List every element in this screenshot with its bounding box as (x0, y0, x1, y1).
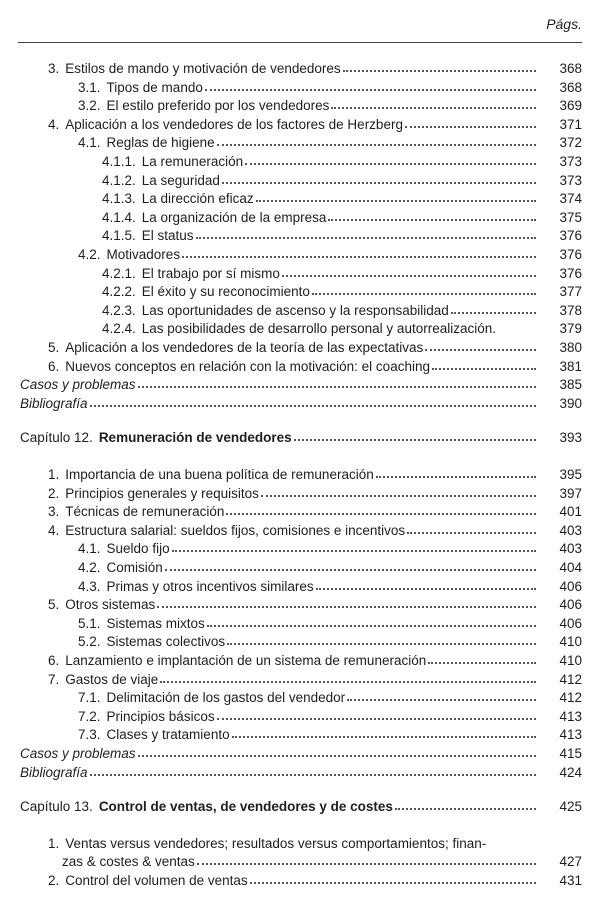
toc-page-number: 410 (559, 634, 582, 650)
toc-entry-number: 4.2.1. (102, 265, 136, 281)
toc-entry (0, 354, 600, 374)
leader-dots (222, 182, 536, 184)
toc-entry (0, 168, 600, 188)
toc-entry-number: 4.2. (78, 247, 101, 262)
toc-page-number: 413 (559, 708, 582, 724)
toc-entry-title: Casos y problemas (20, 377, 136, 393)
toc-entry-title: Sistemas colectivos (106, 634, 226, 650)
toc-entry-number: Capítulo 13. (20, 799, 93, 815)
toc-entry-title: Clases y tratamiento (106, 727, 230, 743)
toc-entry (0, 316, 600, 336)
toc-page-number: 380 (559, 340, 582, 355)
toc-entry (0, 722, 600, 742)
toc-page-number: 371 (559, 116, 582, 132)
toc-entry-title: Remuneración de vendedores (98, 430, 292, 446)
toc-entry-number: 4. (48, 116, 60, 132)
toc-page-number: 376 (559, 265, 582, 281)
toc-entry-number: 1. (48, 835, 60, 851)
toc-page-number: 373 (559, 154, 582, 169)
leader-dots (245, 163, 536, 165)
toc-entry-number: 4.3. (78, 578, 101, 594)
toc-page-number: 406 (559, 578, 582, 594)
leader-dots (328, 219, 536, 221)
toc-entry-title: Nuevos conceptos en relación con la motivación: el coaching (65, 358, 430, 374)
toc-entry-number: 4.1.5. (102, 228, 136, 244)
toc-entry-number: 7.2. (78, 708, 101, 724)
leader-dots (160, 681, 536, 683)
toc-page-number: 375 (559, 209, 582, 225)
toc-entry-number: 5. (48, 597, 60, 613)
toc-entry-number: 5.2. (78, 634, 101, 650)
toc-entry (0, 592, 600, 612)
toc-page-number: 401 (559, 504, 582, 520)
toc-page-number: 385 (559, 377, 582, 393)
toc-page-number: 404 (559, 560, 582, 575)
toc-entry-title: Casos y problemas (20, 746, 136, 761)
toc-entry (0, 298, 600, 318)
leader-dots (182, 256, 536, 258)
toc-entry (0, 462, 600, 482)
leader-dots (172, 550, 536, 552)
toc-entry-title: Motivadores (106, 247, 181, 262)
toc-entry (0, 186, 600, 206)
toc-entry-number: 4.1.3. (102, 191, 136, 207)
leader-dots (428, 662, 536, 664)
toc-page-number: 369 (559, 98, 582, 114)
leader-dots (376, 476, 536, 478)
toc-page-number: 424 (559, 764, 582, 780)
toc-entry-number: 5. (48, 340, 60, 355)
toc-entry (0, 56, 600, 76)
toc-entry-title: Ventas versus vendedores; resultados versus comportamientos; finan- (65, 835, 487, 851)
leader-dots (294, 439, 536, 441)
toc-entry-title: Estilos de mando y motivación de vendedores (65, 61, 341, 76)
toc-page-number: 427 (559, 854, 582, 870)
toc-entry-title: Control de ventas, de vendedores y de costes (98, 799, 393, 815)
leader-dots (331, 107, 536, 109)
toc-page-number: 412 (559, 671, 582, 687)
toc-page-number: 431 (559, 873, 582, 888)
toc-page-number: 376 (559, 228, 582, 244)
toc-entry-title: La organización de la empresa (141, 209, 327, 225)
toc-entry-number: 4.1. (78, 541, 101, 557)
toc-page-number: 368 (559, 61, 582, 76)
toc-entry-number: 4.1.1. (102, 154, 136, 169)
leader-dots (197, 863, 536, 865)
leader-dots (343, 70, 536, 72)
toc-entry-number: 7.3. (78, 727, 101, 743)
toc-entry (0, 868, 600, 888)
toc-page-number: 368 (559, 79, 582, 95)
toc-entry (0, 574, 600, 594)
toc-entry-number: 3. (48, 504, 60, 520)
toc-page-number: 378 (559, 302, 582, 318)
toc-entry (0, 481, 600, 501)
toc-entry-title: El estilo preferido por los vendedores (106, 98, 330, 114)
toc-entry (0, 685, 600, 705)
leader-dots (196, 237, 536, 239)
leader-dots (217, 144, 536, 146)
toc-entry (0, 667, 600, 687)
leader-dots (207, 625, 536, 627)
leader-dots (432, 368, 536, 370)
toc-entry (0, 205, 600, 225)
toc-page-number: 377 (559, 284, 582, 300)
toc-entry-number: 4.2. (78, 560, 101, 575)
toc-chapter-row (0, 794, 600, 814)
toc-entry-title: La seguridad (141, 172, 220, 188)
leader-dots (261, 495, 536, 497)
leader-dots (138, 755, 536, 757)
toc-entry (0, 112, 600, 132)
toc-entry-title: Primas y otros incentivos similares (106, 578, 314, 594)
toc-entry (0, 372, 600, 392)
toc-entry (0, 223, 600, 243)
leader-dots (407, 532, 536, 534)
leader-dots (205, 89, 536, 91)
toc-entry-title: Técnicas de remuneración (65, 504, 225, 520)
toc-page-number: 395 (559, 467, 582, 482)
pages-column-header: Págs. (546, 16, 582, 32)
leader-dots (347, 699, 536, 701)
toc-entry-number: 6. (48, 653, 60, 668)
toc-entry-title: Otros sistemas (65, 597, 156, 613)
toc-entry-title: Sistemas mixtos (106, 615, 205, 631)
header-rule (18, 42, 582, 43)
toc-entry-number: 4.1.2. (102, 172, 136, 188)
leader-dots (232, 736, 536, 738)
leader-dots (90, 774, 536, 776)
toc-entry-number: 4.1.4. (102, 209, 136, 225)
toc-entry-number: 7.1. (78, 690, 101, 706)
toc-entry-title: Principios básicos (106, 708, 215, 724)
toc-entry-title: Sueldo fijo (106, 541, 170, 557)
toc-entry (0, 149, 600, 169)
toc-entry-title: El éxito y su reconocimiento (141, 284, 310, 300)
toc-entry-number: 3.2. (78, 98, 101, 114)
leader-dots (395, 808, 536, 810)
toc-entry (0, 555, 600, 575)
toc-entry-title: Aplicación a los vendedores de los factores de Herzberg (65, 116, 403, 132)
toc-entry-number: 1. (48, 467, 60, 482)
toc-entry (0, 648, 600, 668)
toc-page-number: 372 (559, 135, 582, 151)
toc-entry (0, 75, 600, 95)
toc-entry (0, 831, 600, 851)
toc-entry-title: Lanzamiento e implantación de un sistema de remuneración (65, 653, 427, 668)
toc-entry-number: 2. (48, 873, 60, 888)
toc-entry-number: 4.2.2. (102, 284, 136, 300)
toc-entry-title: Reglas de higiene (106, 135, 215, 151)
toc-entry-title: Principios generales y requisitos (65, 485, 259, 501)
toc-entry-number: Capítulo 12. (20, 430, 93, 446)
toc-entry (0, 741, 600, 761)
toc-entry-title: Comisión (106, 560, 163, 575)
toc-entry (0, 335, 600, 355)
leader-dots (282, 275, 536, 277)
toc-page-number: 403 (559, 541, 582, 557)
leader-dots (451, 312, 536, 314)
toc-entry-title-continued: zas & costes & ventas (62, 854, 195, 870)
toc-entry (0, 130, 600, 150)
leader-dots (138, 386, 536, 388)
toc-entry-number: 4. (48, 522, 60, 538)
toc-page-number: 413 (559, 727, 582, 743)
toc-entry-number: 3. (48, 61, 60, 76)
toc-entry-title: Las oportunidades de ascenso y la responsabilidad (141, 302, 449, 318)
toc-entry-continuation (0, 849, 600, 869)
leader-dots (312, 293, 536, 295)
toc-entry (0, 518, 600, 538)
leader-dots (250, 882, 536, 884)
toc-entry (0, 629, 600, 649)
toc-page-number: 379 (559, 321, 582, 337)
toc-page-number: 415 (559, 746, 582, 761)
toc-entry-number: 6. (48, 358, 60, 374)
toc-page-number: 390 (559, 395, 582, 411)
toc-entry (0, 499, 600, 519)
toc-entry-title: Control del volumen de ventas (65, 873, 248, 888)
toc-page-number: 410 (559, 653, 582, 668)
leader-dots (165, 569, 536, 571)
toc-entry-title: El trabajo por sí mismo (141, 265, 280, 281)
toc-entry (0, 93, 600, 113)
toc-page-number: 374 (559, 191, 582, 207)
toc-chapter-row (0, 425, 600, 445)
toc-entry-number: 5.1. (78, 615, 101, 631)
toc-entry (0, 611, 600, 631)
toc-page-number: 406 (559, 615, 582, 631)
leader-dots (217, 718, 536, 720)
leader-dots (227, 643, 536, 645)
toc-entry-title: Bibliografía (20, 395, 88, 411)
toc-entry-number: 4.1. (78, 135, 101, 151)
toc-page-number: 381 (559, 358, 582, 374)
leader-dots (256, 200, 536, 202)
toc-entry (0, 704, 600, 724)
toc-entry-title: El status (141, 228, 194, 244)
toc-entry-title: Aplicación a los vendedores de la teoría de las expectativas (65, 340, 424, 355)
toc-page-number: 425 (559, 799, 582, 815)
toc-entry (0, 391, 600, 411)
leader-dots (405, 126, 536, 128)
toc-entry-title: Las posibilidades de desarrollo personal y autorrealización. (141, 321, 496, 337)
toc-entry-number: 4.2.3. (102, 302, 136, 318)
leader-dots (316, 588, 536, 590)
toc-entry-title: Estructura salarial: sueldos fijos, comisiones e incentivos (65, 522, 406, 538)
leader-dots (90, 405, 536, 407)
toc-entry-title: Bibliografía (20, 764, 88, 780)
leader-dots (157, 606, 536, 608)
toc-page-number: 406 (559, 597, 582, 613)
toc-entry (0, 242, 600, 262)
toc-page-number: 412 (559, 690, 582, 706)
toc-page-number: 397 (559, 485, 582, 501)
toc-entry-title: Importancia de una buena política de remuneración (65, 467, 374, 482)
leader-dots (425, 349, 536, 351)
toc-entry-title: Tipos de mando (106, 79, 203, 95)
toc-page-number: 393 (559, 430, 582, 446)
toc-entry-title: Delimitación de los gastos del vendedor (106, 690, 346, 706)
toc-entry (0, 760, 600, 780)
toc-entry (0, 536, 600, 556)
leader-dots (226, 513, 536, 515)
toc-entry-number: 4.2.4. (102, 321, 136, 337)
toc-entry-number: 3.1. (78, 79, 101, 95)
toc-entry-title: Gastos de viaje (65, 671, 159, 687)
toc-entry-title: La remuneración (141, 154, 244, 169)
toc-entry-number: 7. (48, 671, 60, 687)
toc-entry-number: 2. (48, 485, 60, 501)
toc-entry (0, 261, 600, 281)
toc-page-number: 373 (559, 172, 582, 188)
toc-entry-title: La dirección eficaz (141, 191, 254, 207)
toc-page-number: 403 (559, 522, 582, 538)
toc-page-number: 376 (559, 247, 582, 262)
toc-entry (0, 279, 600, 299)
